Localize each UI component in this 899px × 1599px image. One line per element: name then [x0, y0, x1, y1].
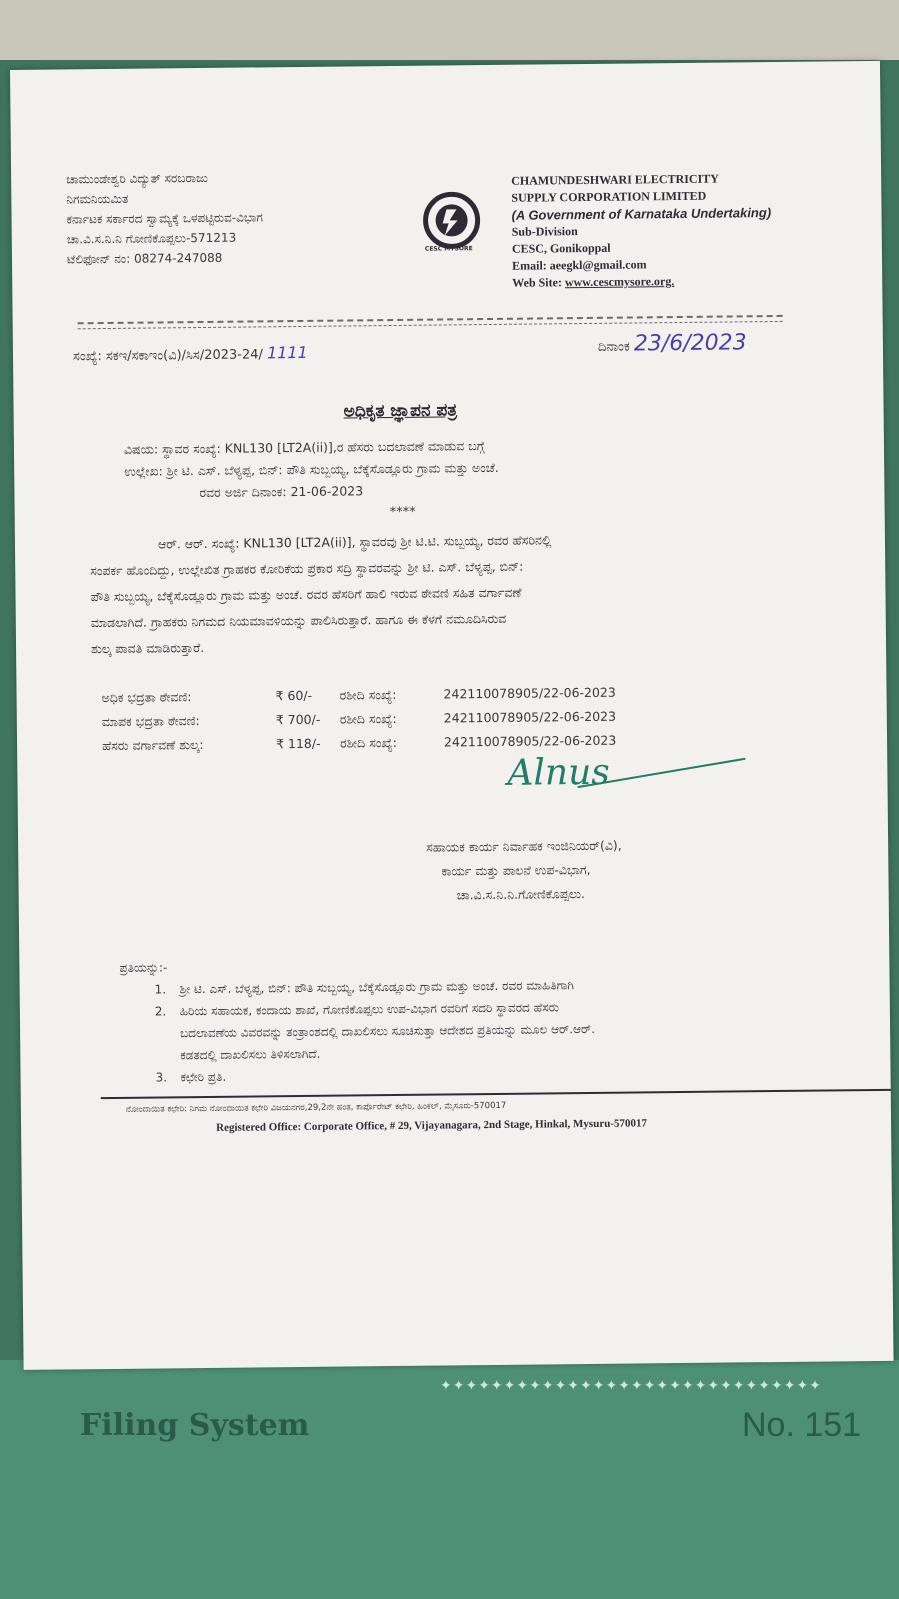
- receipt-number: 242110078905/22-06-2023: [443, 708, 617, 726]
- copy-text: ಕಛೇರಿ ಪ್ರತಿ.: [180, 1069, 227, 1085]
- kannada-header-line: ಕರ್ನಾಟಕ ಸರ್ಕಾರದ ಸ್ವಾಮ್ಯಕ್ಕೆ ಒಳಪಟ್ಟಿರುವ-ವಿಭಾಗ: [66, 210, 263, 227]
- date-label: ದಿನಾಂಕ: [597, 339, 630, 355]
- reference-date: [598, 330, 747, 357]
- website-link[interactable]: www.cescmysore.org.: [564, 274, 675, 290]
- payment-amount: ₹ 60/-: [275, 687, 313, 704]
- reference-line: ಉಲ್ಲೇಖ: ಶ್ರೀ ಟಿ. ಎಸ್. ಬೆಳ್ಯಪ್ಪ, ಬಿನ್: ಪೌತಿ ಸುಬ್ಬಯ್ಯ, ಬೆಕ್ಕೆಸೊಡ್ಲೂರು ಗ್ರಾಮ ಮತ್ತು ಅಂಚೆ.: [124, 459, 499, 479]
- copy-text: ಶ್ರೀ ಟಿ. ಎಸ್. ಬೆಳ್ಯಪ್ಪ, ಬಿನ್: ಪೌತಿ ಸುಬ್ಬಯ್ಯ, ಬೆಕ್ಕೆಸೊಡ್ಲೂರು ಗ್ರಾಮ ಮತ್ತು ಅಂಚೆ. ರವರ ಮಾಹಿತಿಗಾಗಿ: [179, 978, 574, 997]
- copies-heading: ಪ್ರತಿಯನ್ನು:-: [119, 960, 168, 975]
- signatory-title: ಸಹಾಯಕ ಕಾರ್ಯ ನಿರ್ವಾಹಕ ಇಂಜಿನಿಯರ್(ವಿ),: [426, 837, 622, 855]
- body-line: ಆರ್. ಆರ್. ಸಂಖ್ಯೆ: KNL130 [LT2A(ii)], ಸ್ಥಾವರವು ಶ್ರೀ ಟಿ.ಟಿ. ಸುಬ್ಬಯ್ಯ, ರವರ ಹೆಸರಿನಲ್ಲಿ: [157, 532, 552, 552]
- receipt-number: 242110078905/22-06-2023: [443, 732, 617, 750]
- body-line: ಮಾಡಲಾಗಿದೆ. ಗ್ರಾಹಕರು ನಿಗಮದ ನಿಯಮಾವಳಿಯನ್ನು ಪಾಲಿಸಿರುತ್ತಾರೆ. ಹಾಗೂ ಈ ಕೆಳಗೆ ನಮೂದಿಸಿರುವ: [90, 610, 507, 631]
- body-line: ಶುಲ್ಕ ಪಾವತಿ ಮಾಡಿರುತ್ತಾರೆ.: [90, 639, 205, 657]
- copy-text: ಕಡತದಲ್ಲಿ ದಾಖಲಿಸಲು ತಿಳಿಸಲಾಗಿದೆ.: [180, 1046, 321, 1063]
- copy-text: ಹಿರಿಯ ಸಹಾಯಕ, ಕಂದಾಯ ಶಾಖೆ, ಗೋಣಿಕೊಪ್ಪಲು ಉಪ-ವಿಭಾಗ ರವರಿಗೆ ಸದರಿ ಸ್ಥಾವರದ ಹೆಸರು: [179, 1000, 559, 1019]
- signature-mark: Alnus: [507, 751, 610, 794]
- copy-item: [120, 993, 841, 1067]
- kannada-header: [66, 167, 263, 269]
- signatory-block: [426, 834, 622, 908]
- footer-kannada: ನೋಂದಾಯಿತ ಕಛೇರಿ: ನಿಗಮ ನೋಂದಾಯಿತ ಕಛೇರಿ ವಿಜಯನಗರ,29,2ನೇ ಹಂತ, ಕಾರ್ಪೊರೇಟ್ ಕಛೇರಿ, ಹಿಂಕಲ್, ಮೈಸೂರು-570017: [125, 1100, 507, 1115]
- email-label: Email:: [512, 258, 547, 273]
- body-line: ಪೌತಿ ಸುಬ್ಬಯ್ಯ, ಬೆಕ್ಕೆಸೊಡ್ಲೂರು ಗ್ರಾಮ ಮತ್ತು ಅಂಚೆ. ರವರ ಹೆಸರಿಗೆ ಹಾಲಿ ಇರುವ ಠೇವಣಿ ಸಹಿತ ವರ್ಗಾವಣೆ: [90, 584, 522, 605]
- english-header: [511, 170, 772, 292]
- payment-label: ಹೆಸರು ವರ್ಗಾವಣೆ ಶುಲ್ಕ:: [102, 737, 204, 754]
- kannada-header-line: ನಿಗಮನಿಯಮಿತ: [66, 191, 129, 207]
- receipt-number: 242110078905/22-06-2023: [443, 684, 616, 702]
- letter-sheet: [10, 61, 894, 1370]
- cesc-logo: [416, 187, 487, 258]
- subject-block: [124, 435, 499, 527]
- kannada-header-line: ಟೆಲಿಫೋನ್ ನಂ: 08274-247088: [66, 250, 223, 267]
- website-label: Web Site:: [512, 275, 562, 290]
- company-name-line: SUPPLY CORPORATION LIMITED: [511, 188, 707, 205]
- reference-label: ಸಂಖ್ಯೆ: ಸಕಇ/ಸಕಾಇಂ(ವಿ)/ಸಿಸ/2023-24/: [72, 347, 263, 365]
- payment-amount: ₹ 118/-: [275, 735, 321, 752]
- payment-amount: ₹ 700/-: [275, 711, 321, 728]
- copy-text-block: [180, 996, 596, 1066]
- copies-block: [119, 949, 840, 1089]
- payment-table: [101, 681, 616, 758]
- payment-label: ಮಾಪಕ ಭದ್ರತಾ ಠೇವಣಿ:: [101, 713, 200, 730]
- company-name-line: CHAMUNDESHWARI ELECTRICITY: [511, 171, 719, 188]
- stars-separator: ****: [389, 504, 416, 521]
- filing-number: No. 151: [742, 1406, 862, 1444]
- subject-line: ವಿಷಯ: ಸ್ಥಾವರ ಸಂಖ್ಯೆ: KNL130 [LT2A(ii)],ರ ಹೆಸರು ಬದಲಾವಣೆ ಮಾಡುವ ಬಗ್ಗೆ: [123, 438, 485, 457]
- signatory-department: ಕಾರ್ಯ ಮತ್ತು ಪಾಲನೆ ಉಪ-ವಿಭಾಗ,: [441, 861, 591, 879]
- receipt-label: ರಶೀದಿ ಸಂಖ್ಯೆ:: [339, 734, 397, 751]
- body-line: ಸಂಪರ್ಕ ಹೊಂದಿದ್ದು, ಉಲ್ಲೇಖಿತ ಗ್ರಾಹಕರ ಕೋರಿಕೆಯ ಪ್ರಕಾರ ಸದ್ರಿ ಸ್ಥಾವರವನ್ನು ಶ್ರೀ ಟಿ. ಎಸ್. ಬೆಳ್ಯಪ್ಪ, ಬಿನ್:: [90, 558, 524, 579]
- kannada-header-line: ಚಾ.ವಿ.ಸ.ನಿ.ನಿ ಗೋಣಿಕೊಪ್ಪಲು-571213: [66, 230, 237, 247]
- copy-number: 1.: [154, 982, 167, 997]
- website-row: [512, 272, 772, 292]
- date-handwritten: 23/6/2023: [633, 330, 747, 357]
- receipt-label: ರಶೀದಿ ಸಂಖ್ಯೆ:: [339, 686, 397, 703]
- footer-divider: [101, 1089, 891, 1099]
- kannada-header-line: ಚಾಮುಂಡೇಶ್ವರಿ ವಿದ್ಯುತ್ ಸರಬರಾಜು: [66, 170, 208, 187]
- receipt-label: ರಶೀದಿ ಸಂಖ್ಯೆ:: [339, 710, 397, 727]
- folder-dots: ✦✦✦✦✦✦✦✦✦✦✦✦✦✦✦✦✦✦✦✦✦✦✦✦✦✦✦✦✦✦: [440, 1378, 822, 1394]
- payment-label: ಅಧಿಕ ಭದ್ರತಾ ಠೇವಣಿ:: [101, 689, 192, 706]
- reference-date-line: ರವರ ಅರ್ಜಿ ದಿನಾಂಕ: 21-06-2023: [199, 483, 364, 501]
- body-paragraph: [90, 525, 811, 663]
- logo-caption: CESC MYSORE: [424, 245, 473, 253]
- reference-number: [73, 343, 308, 364]
- filing-system-label: Filing System: [80, 1408, 310, 1443]
- sub-division: Sub-Division: [511, 224, 578, 239]
- signatory-office: ಚಾ.ವಿ.ಸ.ನಿ.ನಿ.ಗೋಣಿಕೊಪ್ಪಲು.: [456, 886, 585, 903]
- copy-number: 2.: [154, 1004, 167, 1019]
- office-name: CESC, Gonikoppal: [511, 240, 611, 256]
- email-link[interactable]: aeegkl@gmail.com: [549, 257, 647, 273]
- copy-text: ಬದಲಾವಣೆಯ ವಿವರವನ್ನು ತಂತ್ರಾಂಶದಲ್ಲಿ ದಾಖಲಿಸಲು ಸೂಚಿಸುತ್ತಾ ಆದೇಶದ ಪ್ರತಿಯನ್ನು ಮೂಲ ಆರ್.ಆರ್.: [180, 1021, 596, 1041]
- govt-undertaking: (A Government of Karnataka Undertaking): [511, 205, 772, 223]
- letter-title: ಅಧಿಕೃತ ಜ್ಞಾಪನ ಪತ್ರ: [343, 400, 458, 422]
- copy-number: 3.: [155, 1070, 168, 1085]
- folder-bottom-panel: [0, 1360, 899, 1599]
- reference-handwritten: 1111: [266, 342, 308, 363]
- footer-english: Registered Office: Corporate Office, # 29, Vijayanagara, 2nd Stage, Hinkal, Mysuru-570017: [216, 1117, 648, 1134]
